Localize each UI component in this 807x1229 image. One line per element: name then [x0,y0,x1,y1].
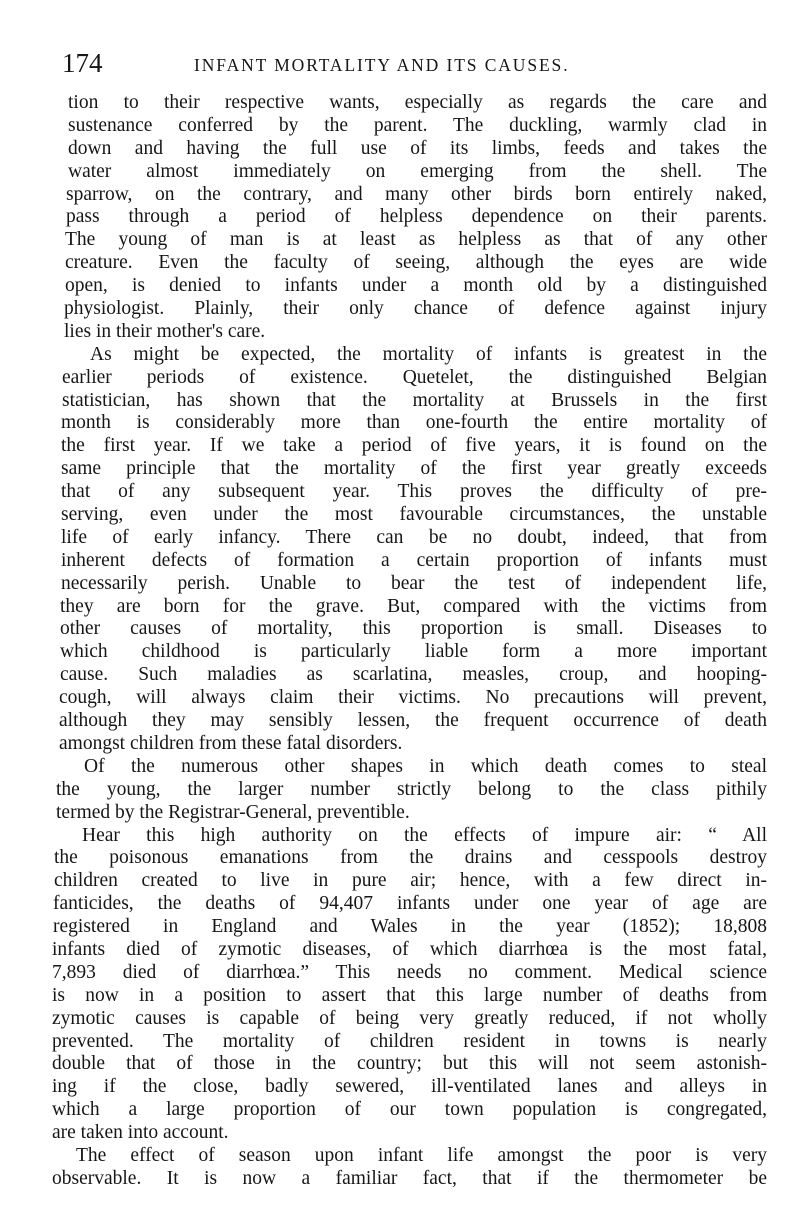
text-line: infants died of zymotic diseases, of which diarrhœa is the most fatal, [52,938,767,960]
text-line: tion to their respective wants, especially as regards the care and [68,92,767,113]
text-line: As might be expected, the mortality of infants is greatest in the [90,343,767,365]
text-line: sparrow, on the contrary, and many other birds born entirely naked, [66,183,767,205]
text-line: prevented. The mortality of children resident in towns is nearly [52,1030,767,1052]
text-line: are taken into account. [52,1122,229,1144]
text-line: 7,893 died of diarrhœa.” This needs no comment. Medical science [52,961,767,983]
page-number: 174 [62,48,103,78]
text-line: down and having the full use of its limbs, feeds and takes the [68,137,767,159]
text-line: same principle that the mortality of the first year greatly exceeds [61,458,767,480]
text-line: the poisonous emanations from the drains and cesspools destroy [54,847,767,869]
text-line: the first year. If we take a period of five years, it is found on the [61,435,767,457]
text-line: fanticides, the deaths of 94,407 infants under one year of age are [53,893,767,915]
running-head [62,44,762,84]
text-line: lies in their mother's care. [64,320,266,342]
text-line: earlier periods of existence. Quetelet, the distinguished Belgian [62,366,767,388]
body-text [52,92,767,1191]
text-line: observable. It is now a familiar fact, that if the thermometer be [52,1167,767,1189]
text-line: is now in a position to assert that this large number of deaths from [52,984,767,1006]
text-line: creature. Even the faculty of seeing, although the eyes are wide [65,252,767,274]
text-line: Of the numerous other shapes in which death comes to steal [84,755,767,777]
text-line: pass through a period of helpless dependence on their parents. [66,206,767,228]
text-line: registered in England and Wales in the year (1852); 18,808 [53,916,767,938]
text-line: inherent defects of formation a certain proportion of infants must [61,549,767,571]
text-line: life of early infancy. There can be no doubt, indeed, that from [61,526,767,548]
text-line: termed by the Registrar-General, preventible. [56,801,410,823]
running-title: INFANT MORTALITY AND ITS CAUSES. [194,55,570,75]
text-line: zymotic causes is capable of being very greatly reduced, if not wholly [52,1007,767,1029]
text-line: sustenance conferred by the parent. The duckling, warmly clad in [68,114,767,136]
text-line: necessarily perish. Unable to bear the test of independent life, [61,572,767,594]
text-line: cough, will always claim their victims. No precautions will prevent, [59,687,767,709]
text-line: The effect of season upon infant life amongst the poor is very [76,1144,767,1166]
text-line: they are born for the grave. But, compared with the victims from [60,595,767,617]
text-line: The young of man is at least as helpless as that of any other [65,229,767,251]
text-line: that of any subsequent year. This proves the difficulty of pre- [61,481,767,503]
text-line: month is considerably more than one-fourth the entire mortality of [61,412,767,434]
text-line: cause. Such maladies as scarlatina, measles, croup, and hooping- [60,664,767,686]
text-line: which childhood is particularly liable form a more important [60,641,767,663]
text-line: open, is denied to infants under a month old by a distinguished [65,275,767,297]
text-line: water almost immediately on emerging from the shell. The [68,160,767,182]
text-line: other causes of mortality, this proportion is small. Diseases to [60,618,767,640]
text-line: double that of those in the country; but this will not seem astonish- [52,1053,767,1075]
text-line: amongst children from these fatal disorders. [59,732,403,754]
text-line: which a large proportion of our town population is congregated, [52,1099,767,1121]
text-line: children created to live in pure air; hence, with a few direct in- [54,870,767,892]
text-line: although they may sensibly lessen, the frequent occurrence of death [59,710,767,732]
text-line: serving, even under the most favourable circumstances, the unstable [61,504,767,526]
text-line: ing if the close, badly sewered, ill-ventilated lanes and alleys in [52,1076,767,1098]
text-line: statistician, has shown that the mortality at Brussels in the first [62,389,767,411]
text-line: the young, the larger number strictly belong to the class pithily [56,778,767,800]
text-line: physiologist. Plainly, their only chance of defence against injury [64,298,767,320]
text-line: Hear this high authority on the effects of impure air: “ All [82,824,767,846]
